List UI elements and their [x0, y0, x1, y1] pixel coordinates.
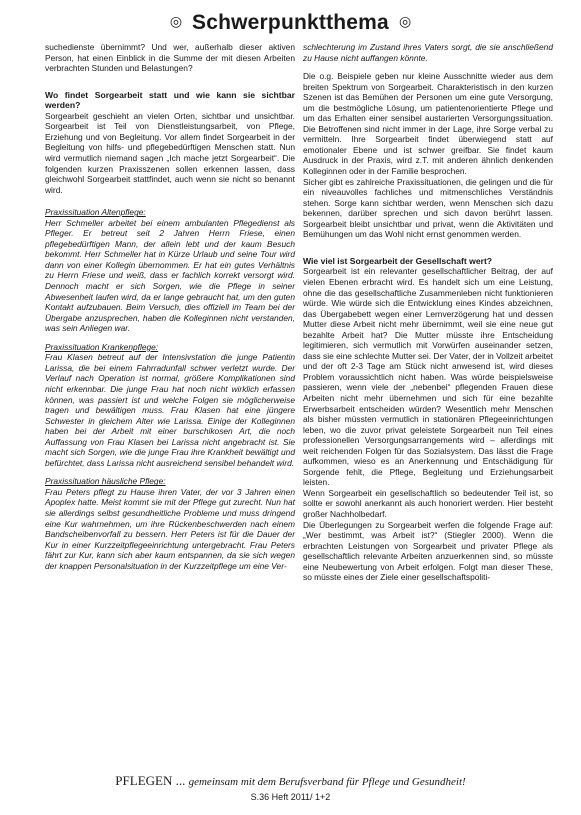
scenario-text: Herr Schmeller arbeitet bei einem ambulanten Pflegedienst als Pfleger. Er betreut seit 2 Jahren Herrn Friese, einen pflegebedürftigen Mann, der allein lebt und der kaum Besuch bekommt. Herr Schmeller hat in Kürze Urlaub und seine Tour wird dann von einer Kollegin übernommen. Er hat ein gutes Verhältnis zu Herrn Friese und weiß, dass er fachlich korrekt versorgt wird. Dennoch macht er sich Sorgen, wie die Pflege in seiner Abwesenheit laufen wird, da er lange gebraucht hat, um den guten Kontakt aufzubauen. Beim Versuch, dies offiziell im Team bei der Übergabe anzusprechen, haben die Kolleginnen nicht verstanden, was sein Anliegen war. — [45, 217, 295, 334]
target-ornament-icon: ◎ — [398, 13, 412, 29]
paragraph: suchedienste übernimmt? Und wer, außerhalb dieser aktiven Person, hat einen Einblick in die Summe der mit diesen Arbeiten verbrachten Stunden und Belastungen? — [45, 42, 295, 74]
subheading: Wo findet Sorgearbeit statt und wie kann sie sichtbar werden? — [45, 89, 295, 111]
paragraph: Sorgearbeit ist ein relevanter gesellschaftlicher Beitrag, der auf vielen Ebenen erbracht wird. Es handelt sich um eine Leistung, ohne die das gesellschaftliche Zusammenleben nicht funktionieren würde. Wie würde sich die Entwicklung eines Kindes abzeichnen, das Übergabebett wegen einer Lernverzögerung hat und dessen Mutter diese Arbeit nicht mehr übernimmt, weil sie eine neue gut bezahlte Arbeit hat? Die Mutter müsste ihre Entscheidung legitimieren, sich vermutlich mit Vorwürfen auseinander setzen, dass sie eine schlechte Mutter sei. Der Vater, der in Vollzeit arbeitet und der oft 2-3 Tage am Stück nicht anwesend ist, wird dieses Problem voraussichtlich nicht haben. Was würde beispielsweise passieren, wenn viele der „nebenbei“ pflegenden Frauen diese Arbeiten nicht mehr übernehmen und sich für eine bezahlte Erwerbsarbeit entscheiden würden? Wesentlich mehr Menschen als bisher müssten vermutlich in stationären Pflegeeinrichtungen leben, wo die zuvor privat geleistete Sorgearbeit nun Teil eines professionellen Versorgungsarrangements wird – allerdings mit weit reichenden Folgen für das Sozialsystem. Das lässt die Frage aufkommen, wieso es an Anerkennung und Entschädigung für Sorgende fehlt, die Pflege, Begleitung und Erziehungsarbeit leisten. — [303, 266, 553, 488]
paragraph: Sicher gibt es zahlreiche Praxissituationen, die gelingen und die für ein niveauvolles fachliches und mitmenschliches Verständnis stehen. Sorge kann sichtbar werden, wenn Menschen sich dazu bekennen, darüber sprechen und sich davon berührt lassen. Sorgearbeit bleibt unsichtbar und privat, wenn die Aktivitäten und Bemühungen um das Wohl nicht ernst genommen werden. — [303, 176, 553, 240]
right-column — [303, 42, 553, 583]
left-column — [45, 42, 295, 571]
scenario-text: schlechterung im Zustand ihres Vaters sorgt, die sie anschließend zu Hause nicht auffangen könnte. — [303, 42, 553, 63]
scenario-text: Frau Peters pflegt zu Hause ihren Vater, der vor 3 Jahren einen Apoplex hatte. Meist kommt sie mit der Pflege gut zurecht. Nun hat sie allerdings selbst gesundheitliche Probleme und muss dringend eine Kur wahrnehmen, um ihre Rückenbeschwerden nach einem Bandscheibenvorfall zu bessern. Herr Peters ist für die Dauer der Kur in einer Kurzzeitpflegeeinrichtung untergebracht. Frau Peters fährt zur Kur, kann sich aber kaum entspannen, da sie sich wegen der knappen Personalsituation in der Kurzzeitpflege um eine Ver- — [45, 486, 295, 571]
target-ornament-icon: ◎ — [169, 13, 183, 29]
footer-tagline — [0, 773, 581, 789]
page-number: S.36 Heft 2011/ 1+2 — [250, 792, 331, 802]
page-footer — [0, 773, 581, 802]
scenario-text: Frau Klasen betreut auf der Intensivstation die junge Patientin Larissa, die bei einem Fahrradunfall schwer verletzt wurde. Der Verlauf nach Operation ist normal, größere Komplikationen sind nicht erkennbar. Die junge Frau hat noch nicht wirklich erfassen können, was passiert ist und welche Folgen sie möglicherweise tragen und bewältigen muss. Frau Klasen hat eine jüngere Schwester in gleichem Alter wie Larissa. Einige der Kolleginnen haben bei der Arbeit mit einer burschikosen Art, die noch Auffassung von Frau Klasen bei Larissa nicht angebracht ist. Sie macht sich Sorgen, wie die junge Frau ihre Krankheit bewältigt und befürchtet, dass Larissa nicht ausreichend sensibel behandelt wird. — [45, 352, 295, 468]
handwritten-slogan: gemeinsam mit dem Berufsverband für Pflege und Gesundheit! — [188, 776, 466, 788]
brand-name: PFLEGEN ... — [115, 773, 186, 788]
subheading: Wie viel ist Sorgearbeit der Gesellschaft wert? — [303, 255, 493, 266]
paragraph: Wenn Sorgearbeit ein gesellschaftlich so bedeutender Teil ist, so sollte er sowohl anerkannt als auch honoriert werden. Hier besteht großer Nachholbedarf. — [303, 487, 553, 520]
scenario-heading: Praxissituation häusliche Pflege: — [45, 476, 166, 487]
section-title: Schwerpunktthema — [192, 11, 389, 34]
paragraph: Die o.g. Beispiele geben nur kleine Ausschnitte wieder aus dem breiten Spektrum von Sorgearbeit. Charakteristisch in den kurzen Szenen ist das Bemühen der Personen um eine gute Versorgung, um die bestmögliche Lösung, um patientenorientierte Pflege und um das Erhalten einer sensibel austarierten Versorgungssituation. Die Betroffenen sind nicht immer in der Lage, ihre Sorge verbal zu vermitteln. Ihre Sorgearbeit findet überwiegend statt auf emotionaler Ebene und ist schwer greifbar. Sie findet kaum Ausdruck in der Praxis, wird z.T. mit anderen ähnlich denkenden Kolleginnen oder in der Familie besprochen. — [303, 71, 553, 177]
page-header — [0, 10, 581, 36]
scenario-heading: Praxissituation Altenpflege: — [45, 207, 146, 218]
paragraph: Sorgearbeit geschieht an vielen Orten, sichtbar und unsichtbar. Sorgearbeit ist Teil von Dienstleistungsarbeit, von Pflege, Erziehung und von Begleitung. Vor allem findet Sorgearbeit in der Begleitung von hilfs- und pflegebedürftigen Menschen statt. Nun wird vermutlich niemand sagen „Ich mache jetzt Sorgearbeit“. Die folgenden kurzen Praxisszenen sollen erkennen lassen, dass gleichwohl Sorgearbeit stattfindet, auch wenn sie nicht so benannt wird. — [45, 110, 295, 195]
scenario-heading: Praxissituation Krankenpflege: — [45, 341, 159, 352]
paragraph: Die Überlegungen zu Sorgearbeit werfen die folgende Frage auf: „Wer bestimmt, was Arbeit ist?“ (Stiegler 2000). Wenn die erbrachten Leistungen von Sorgearbeit und privater Pflege als gesellschaftlich relevante Arbeiten anzuerkennen sind, so müsste eine Neubewertung von Arbeit erfolgen. Folgt man dieser These, so müsste eines der Ziele einer gesellschaftspoliti- — [303, 519, 553, 583]
